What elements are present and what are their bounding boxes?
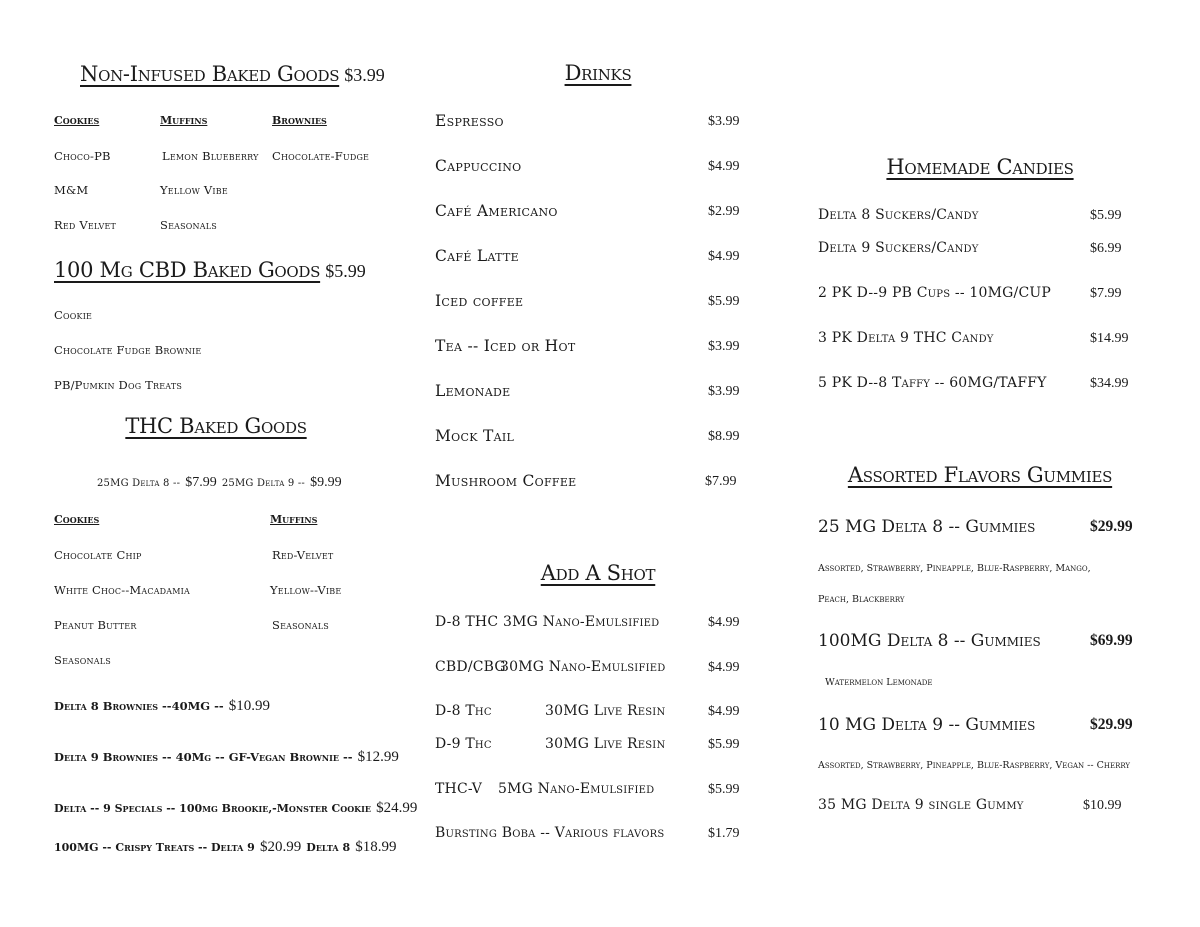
- menu-item: Peanut Butter: [54, 618, 137, 632]
- drink-price: $8.99: [708, 429, 740, 444]
- menu-item: M&M: [54, 183, 89, 197]
- shot-type: D-8 Thc: [435, 703, 492, 719]
- special-row: [54, 797, 417, 817]
- shot-desc: 5MG Nano-Emulsified: [498, 781, 655, 797]
- shot-type: D-8 THC: [435, 614, 499, 630]
- thc-cookies-header: Cookies: [54, 513, 100, 526]
- special-price: $20.99: [259, 839, 302, 855]
- thc-title: THC Baked Goods: [125, 414, 307, 438]
- gummy-name: 35 MG Delta 9 single Gummy: [818, 797, 1024, 813]
- drink-name: Tea -- Iced or Hot: [435, 337, 576, 355]
- menu-item: Chocolate Fudge Brownie: [54, 343, 202, 357]
- shot-desc: 30MG Nano-Emulsified: [500, 659, 666, 675]
- d9-price: $9.99: [310, 475, 342, 490]
- non-infused-price: $3.99: [344, 65, 385, 85]
- gummy-name: 10 MG Delta 9 -- Gummies: [818, 715, 1036, 735]
- candy-price: $34.99: [1090, 376, 1129, 391]
- cookies-header: Cookies: [54, 114, 100, 127]
- non-infused-heading: [80, 62, 385, 86]
- candy-name: 2 PK D--9 PB Cups -- 10MG/CUP: [818, 285, 1052, 301]
- thc-muffins-header: Muffins: [270, 513, 318, 526]
- candy-price: $14.99: [1090, 331, 1129, 346]
- drink-name: Espresso: [435, 112, 504, 130]
- menu-item: Yellow Vibe: [160, 183, 228, 197]
- candy-price: $7.99: [1090, 286, 1122, 301]
- shot-desc: 3MG Nano-Emulsified: [503, 614, 660, 630]
- shot-price: $5.99: [708, 782, 740, 797]
- d9-label: 25MG Delta 9 --: [221, 478, 305, 489]
- drink-price: $2.99: [708, 204, 740, 219]
- d8-label: 25MG Delta 8 --: [97, 478, 181, 489]
- shot-type: Bursting Boba -- Various flavors: [435, 825, 665, 841]
- special-price: $12.99: [357, 749, 399, 765]
- drink-price: $3.99: [708, 114, 740, 129]
- drink-price: $5.99: [708, 294, 740, 309]
- special-text: Delta 9 Brownies -- 40Mg -- GF-Vegan Brownie --: [54, 750, 353, 764]
- candy-name: 3 PK Delta 9 THC Candy: [818, 330, 994, 346]
- special-price: $24.99: [376, 800, 418, 816]
- gummy-price: $69.99: [1090, 632, 1133, 649]
- gummy-name: 25 MG Delta 8 -- Gummies: [818, 517, 1036, 537]
- gummy-price: $29.99: [1090, 716, 1133, 733]
- flavor-list: Assorted, Strawberry, Pineapple, Blue-Raspberry, Mango,: [818, 563, 1091, 574]
- shot-price: $4.99: [708, 615, 740, 630]
- cbd-price: $5.99: [325, 261, 366, 281]
- gummies-title: Assorted Flavors Gummies: [847, 463, 1113, 487]
- menu-item: Cookie: [54, 308, 93, 322]
- shot-price: $1.79: [708, 826, 740, 841]
- flavor-list: Assorted, Strawberry, Pineapple, Blue-Raspberry, Vegan -- Cherry: [818, 760, 1131, 771]
- muffins-header: Muffins: [160, 114, 208, 127]
- menu-item: Seasonals: [54, 653, 111, 667]
- flavor-list: Peach, Blackberry: [818, 594, 905, 605]
- shot-price: $4.99: [708, 704, 740, 719]
- menu-item: Yellow--Vibe: [270, 583, 342, 597]
- shot-price: $5.99: [708, 737, 740, 752]
- drink-name: Mushroom Coffee: [435, 472, 577, 490]
- menu-item: Seasonals: [160, 218, 217, 232]
- drink-name: Café Americano: [435, 202, 558, 220]
- brownies-header: Brownies: [272, 114, 327, 127]
- special-text: Delta 8: [306, 841, 351, 854]
- drink-price: $3.99: [708, 384, 740, 399]
- special-row: [54, 746, 399, 766]
- special-price: $18.99: [355, 839, 397, 855]
- special-row: [54, 695, 270, 715]
- flavor-list: Watermelon Lemonade: [825, 677, 933, 688]
- special-price: $10.99: [228, 698, 271, 714]
- menu-item: PB/Pumkin Dog Treats: [54, 378, 183, 392]
- menu-item: White Choc--Macadamia: [54, 583, 190, 597]
- menu-item: Chocolate Chip: [54, 548, 142, 562]
- menu-item: Choco-PB: [54, 149, 111, 163]
- drink-price: $4.99: [708, 249, 740, 264]
- non-infused-title: Non-Infused Baked Goods: [80, 62, 340, 86]
- candy-price: $5.99: [1090, 208, 1122, 223]
- gummy-price: $29.99: [1090, 518, 1133, 535]
- drink-name: Iced coffee: [435, 292, 524, 310]
- drink-name: Lemonade: [435, 382, 511, 400]
- cbd-title: 100 Mg CBD Baked Goods: [54, 258, 321, 282]
- shot-desc: 30MG Live Resin: [545, 703, 666, 719]
- candies-title: Homemade Candies: [886, 155, 1074, 179]
- candy-name: Delta 9 Suckers/Candy: [818, 240, 979, 256]
- special-text: Delta -- 9 Specials -- 100mg Brookie,-Monster Cookie: [54, 802, 371, 815]
- special-text: 100MG -- Crispy Treats -- Delta 9: [54, 841, 255, 854]
- drink-price: $3.99: [708, 339, 740, 354]
- gummy-price: $10.99: [1083, 798, 1122, 813]
- special-row: [54, 836, 396, 856]
- d8-price: $7.99: [185, 475, 217, 490]
- menu-item: Seasonals: [272, 618, 329, 632]
- drink-name: Mock Tail: [435, 427, 515, 445]
- menu-item: Red Velvet: [54, 218, 117, 232]
- candy-name: 5 PK D--8 Taffy -- 60MG/TAFFY: [818, 375, 1047, 391]
- shot-type: D-9 Thc: [435, 736, 492, 752]
- gummy-name: 100MG Delta 8 -- Gummies: [818, 631, 1041, 651]
- menu-item: Chocolate-Fudge: [272, 149, 370, 163]
- special-text: Delta 8 Brownies --40MG --: [54, 699, 224, 713]
- drink-name: Cappuccino: [435, 157, 522, 175]
- shot-desc: 30MG Live Resin: [545, 736, 666, 752]
- cbd-heading: [54, 258, 366, 282]
- menu-item: Red-Velvet: [272, 548, 334, 562]
- drink-price: $4.99: [708, 159, 740, 174]
- add-shot-title: Add A Shot: [540, 561, 656, 585]
- shot-price: $4.99: [708, 660, 740, 675]
- drink-name: Café Latte: [435, 247, 519, 265]
- menu-item: Lemon Blueberry: [162, 149, 259, 163]
- thc-prices: [97, 471, 342, 491]
- candy-price: $6.99: [1090, 241, 1122, 256]
- shot-type: THC-V: [435, 781, 483, 797]
- candy-name: Delta 8 Suckers/Candy: [818, 207, 979, 223]
- drink-price: $7.99: [705, 474, 737, 489]
- shot-type: CBD/CBG: [435, 659, 506, 675]
- drinks-title: Drinks: [564, 61, 632, 85]
